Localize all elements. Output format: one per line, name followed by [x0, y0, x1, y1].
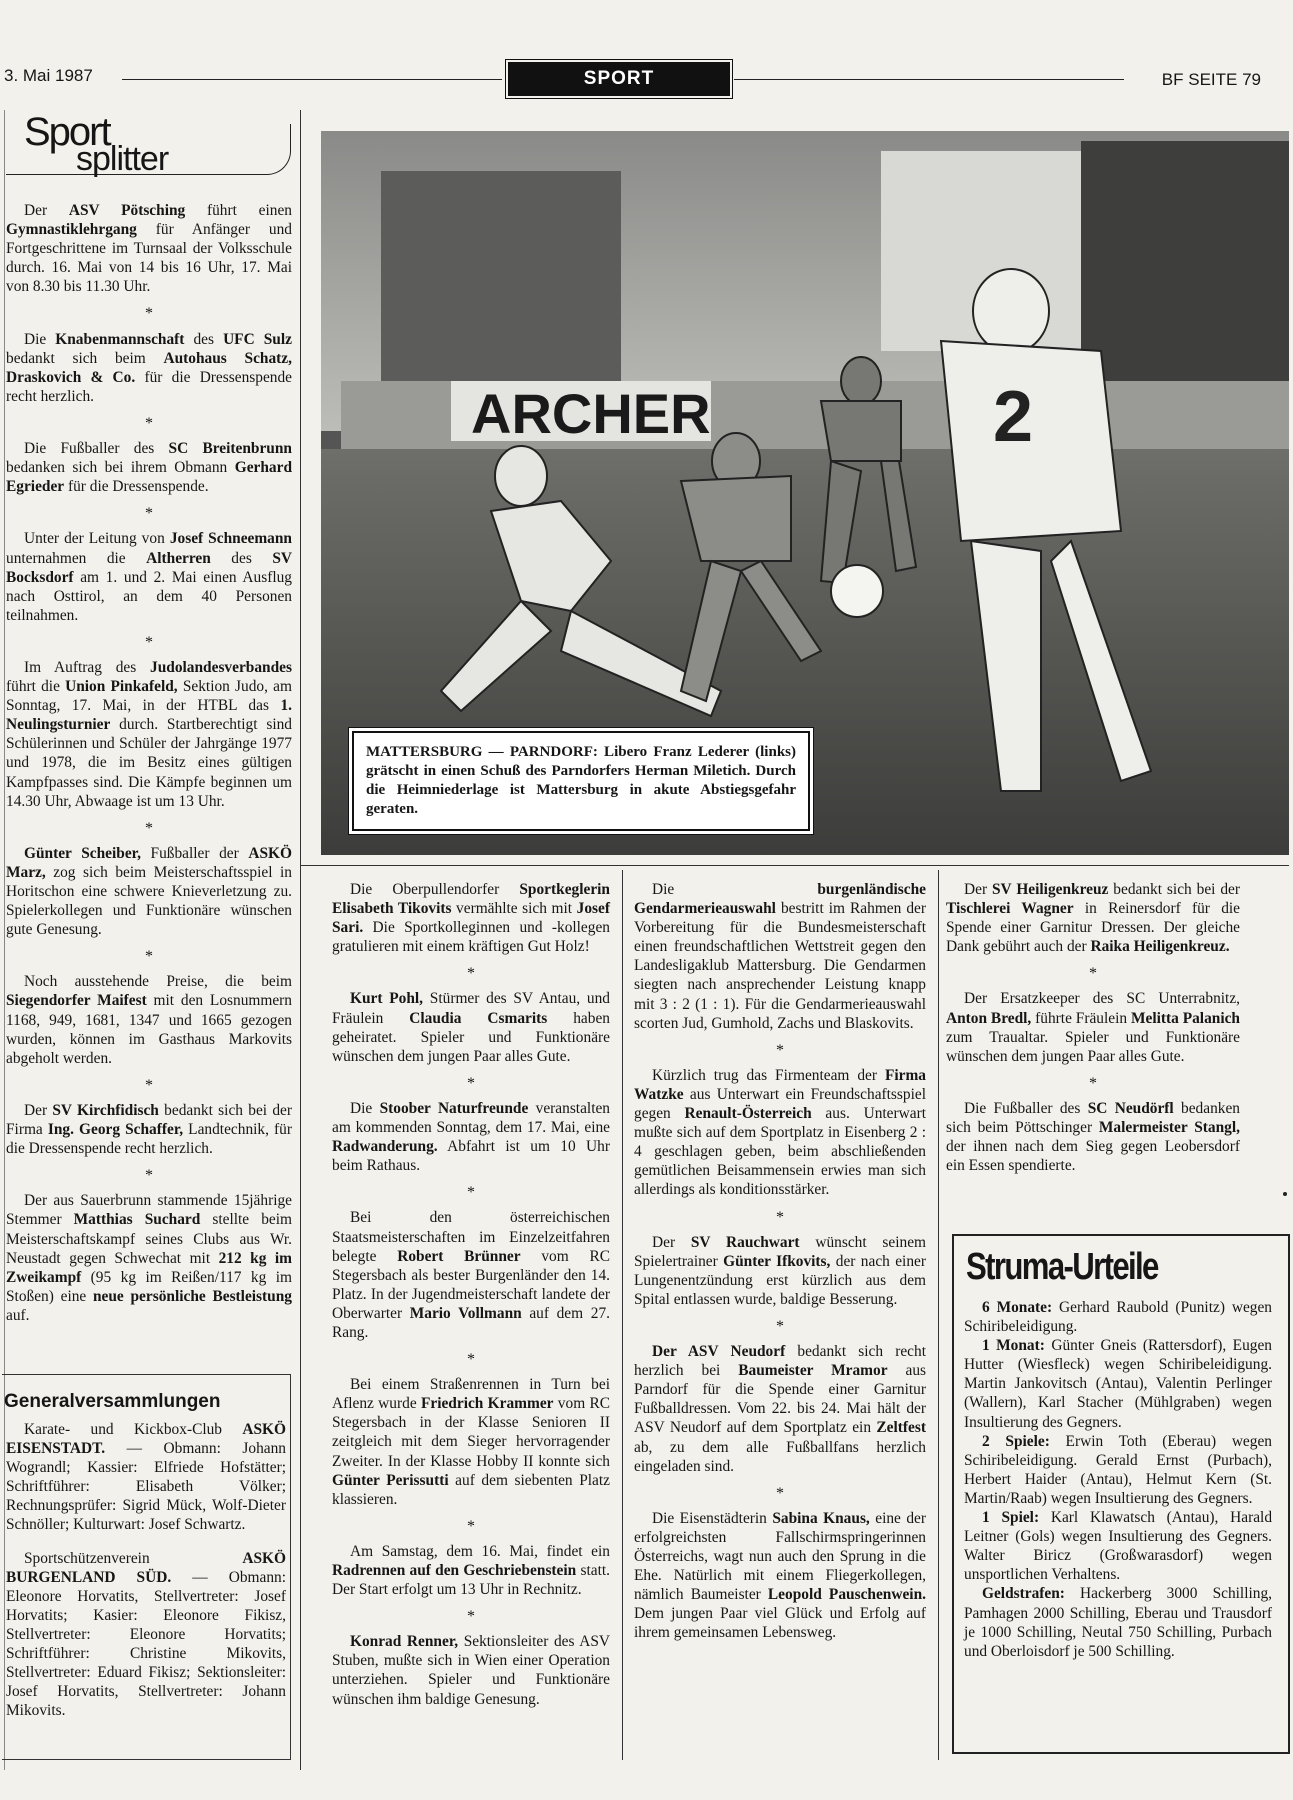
- struma-paragraph: 1 Monat: Günter Gneis (Rattersdorf), Eugen Hutter (Wiesfleck) wegen Schiribeleidigung. Martin Jankovitsch (Antau), Valentin Perlinger (Wallern), Karl Stacher (Mühlgraben) wegen Insultierung des Gegners.: [964, 1337, 1273, 1431]
- photo-bottom-rule: [300, 865, 1289, 866]
- highlighted-name: Stoober Naturfreunde: [379, 1099, 529, 1117]
- highlighted-name: Radrennen auf den Geschriebenstein: [332, 1562, 577, 1579]
- generalversammlung-paragraph: Karate- und Kickbox-Club ASKÖ EISENSTADT. — Obmann: Johann Wograndl; Kassier: Elfriede Hofstätter; Schriftführer: Elisabeth Völker; Rechnungsprüfer: Sigrid Mück, Wolf-Dieter Schnöller; Kulturwart: Josef Schwartz.: [6, 1421, 286, 1534]
- col2-paragraph: Die Stoober Naturfreunde veranstalten am kommenden Sonntag, dem 17. Mai, eine Radwanderung. Abfahrt ist um 10 Uhr beim Rathaus.: [332, 1099, 610, 1175]
- highlighted-name: Firma Watzke: [634, 1066, 926, 1103]
- highlighted-name: Malermeister Stangl,: [1098, 1119, 1240, 1137]
- separator-star: *: [145, 633, 153, 651]
- highlighted-name: ASKÖ EISENSTADT.: [6, 1421, 286, 1458]
- column-rule-2: [622, 870, 623, 1760]
- highlighted-name: Leopold Pauschenwein.: [767, 1586, 926, 1604]
- highlighted-name: 212 kg im Zweikampf: [6, 1249, 292, 1286]
- col2-paragraph: Kurt Pohl, Stürmer des SV Antau, und Fräulein Claudia Csmarits haben geheiratet. Spieler und Funktionäre wünschen dem jungen Paar alles Gute.: [332, 990, 610, 1065]
- highlighted-name: Konrad Renner,: [350, 1633, 459, 1651]
- highlighted-name: Tischlerei Wagner: [946, 900, 1074, 918]
- struma-paragraph: 2 Spiele: Erwin Toth (Eberau) wegen Schiribeleidigung. Gerald Ernst (Purbach), Herbert Haider (Antau), Helmut Kern (St. Martin/Raab) wegen Insultierung des Gegners.: [964, 1432, 1272, 1507]
- highlighted-name: Altherren: [146, 549, 211, 567]
- highlighted-name: Josef Schneemann: [169, 530, 292, 548]
- highlighted-name: Ing. Georg Schaffer,: [47, 1121, 184, 1139]
- margin-mark: [1283, 1192, 1287, 1196]
- generalversammlungen-title: Generalversammlungen: [4, 1391, 221, 1412]
- stadium-ad-text: ARCHER: [471, 382, 711, 445]
- highlighted-name: Günter Perissutti: [332, 1471, 449, 1489]
- highlighted-name: Sportkeglerin Elisabeth Tikovits: [332, 881, 610, 918]
- struma-paragraph: 1 Spiel: Karl Klawatsch (Antau), Harald Leitner (Gols) wegen Insultierung des Gegners. Walter Biricz (Großwarasdorf) wegen unsportlichen Verhaltens.: [964, 1509, 1273, 1584]
- highlighted-name: SV Kirchfidisch: [52, 1101, 159, 1119]
- highlighted-name: Radwanderung.: [332, 1138, 438, 1156]
- highlighted-name: SV Bocksdorf: [6, 549, 292, 586]
- photo-caption: MATTERSBURG — PARNDORF: Libero Franz Lederer (links) grätscht in einen Schuß des Parndorfers Herman Miletich. Durch die Heimniederlage ist Mattersburg in akute Abstiegsgefahr geraten.: [352, 731, 810, 831]
- separator-star: *: [467, 1351, 475, 1369]
- highlighted-name: ASKÖ BURGENLAND SÜD.: [6, 1549, 286, 1586]
- highlighted-name: Günter Ifkovits,: [723, 1252, 831, 1270]
- col3-paragraph: Der SV Rauchwart wünscht seinem Spielertrainer Günter Ifkovits, der nach einer Lungenentzündung erst kürzlich aus dem Spital entlassen wurde, baldige Besserung.: [634, 1233, 927, 1308]
- col1-paragraph: Im Auftrag des Judolandesverbandes führt die Union Pinkafeld, Sektion Judo, am Sonntag, 17. Mai, in der HTBL das 1. Neulingsturnier durch. Startberechtigt sind Schülerinnen und Schüler der Jahrgänge 1977 und 1978, die im Besitz eines gültigen Kampfpasses sind. Die Kämpfe beginnen um 14.30 Uhr, Abwaage ist um 13 Uhr.: [6, 658, 292, 810]
- generalversammlungen-text: [6, 1420, 286, 1734]
- highlighted-name: Baumeister Mramor: [738, 1362, 888, 1380]
- separator-star: *: [145, 414, 153, 432]
- generalversammlung-paragraph: Sportschützenverein ASKÖ BURGENLAND SÜD. — Obmann: Eleonore Horvatits, Stellvertreter: Josef Horvatits; Kasier: Eleonore Fikisz, Stellvertreter: Eleonore Horvatits; Schriftführer: Christine Mikovits, Stellvertreter: Eduard Fikisz; Sektionsleiter: Josef Horvatits, Stellvertreter: Johann Mikovits.: [6, 1549, 286, 1720]
- highlighted-name: Sabina Knaus,: [772, 1509, 870, 1527]
- sportsplitter-column-4: [946, 880, 1240, 1183]
- header-rule-right: [734, 79, 1124, 80]
- col1-paragraph: Der ASV Pötsching führt einen Gymnastiklehrgang für Anfänger und Fortgeschrittene im Turnsaal der Volksschule durch. 16. Mai von 14 bis 16 Uhr, 17. Mai von 8.30 bis 11.30 Uhr.: [6, 202, 292, 296]
- struma-verdicts: [964, 1298, 1272, 1661]
- highlighted-name: Gymnastiklehrgang: [6, 221, 137, 239]
- highlighted-name: SC Neudörfl: [1087, 1099, 1174, 1117]
- col2-paragraph: Bei einem Straßenrennen in Turn bei Aflenz wurde Friedrich Krammer vom RC Stegersbach in der Klasse Senioren II zeitgleich mit dem Sieger hervorragender Zweiter. In der Klasse Hobby II konnte sich Günter Perissutti auf dem siebenten Platz klassieren.: [332, 1376, 611, 1508]
- separator-star: *: [776, 1041, 784, 1059]
- sportsplitter-column-2: [332, 880, 610, 1717]
- col1-paragraph: Unter der Leitung von Josef Schneemann unternahmen die Altherren des SV Bocksdorf am 1. und 2. Mai einen Ausflug nach Osttirol, an dem 40 Personen teilnahmen.: [6, 530, 292, 624]
- highlighted-name: Matthias Suchard: [73, 1211, 201, 1229]
- highlighted-name: Gerhard Egrieder: [6, 459, 292, 496]
- highlighted-name: Kurt Pohl,: [350, 990, 424, 1008]
- highlighted-name: ASV Pötsching: [68, 202, 186, 219]
- highlighted-name: Judolandesverbandes: [150, 658, 292, 676]
- highlighted-name: Knabenmannschaft: [55, 330, 185, 348]
- separator-star: *: [1089, 965, 1097, 983]
- col4-paragraph: Die Fußballer des SC Neudörfl bedanken sich beim Pöttschinger Malermeister Stangl, der ihnen nach dem Sieg gegen Leobersdorf ein Essen spendierte.: [946, 1099, 1240, 1175]
- struma-paragraph: Geldstrafen: Hackerberg 3000 Schilling, Pamhagen 2000 Schilling, Eberau und Trausdorf je 1000 Schilling, Neutal 750 Schilling, Purbach und Oberloisdorf je 500 Schilling.: [964, 1585, 1272, 1660]
- highlighted-name: Claudia Csmarits: [409, 1009, 548, 1027]
- col3-paragraph: Die Eisenstädterin Sabina Knaus, eine der erfolgreichsten Fallschirmspringerinnen Österreichs, wagt nun auch den Sprung in die Ehe. Natürlich mit einem Fliegerkollegen, nämlich Baumeister Leopold Pauschenwein. Dem jungen Paar viel Glück und Erfolg auf ihrem gemeinsamen Lebensweg.: [634, 1509, 926, 1642]
- col3-paragraph: Der ASV Neudorf bedankt sich recht herzlich bei Baumeister Mramor aus Parndorf für die Spende einer Garnitur Fußballdressen. Vom 22. bis 24. Mai hält der ASV Neudorf auf dem Sportplatz ein Zeltfest ab, zu dem alle Fußballfans herzlich eingeladen sind.: [634, 1343, 927, 1475]
- col4-paragraph: Der SV Heiligenkreuz bedankt sich bei der Tischlerei Wagner in Reinersdorf für die Spende einer Garnitur Dressen. Der gleiche Dank gebührt auch der Raika Heiligenkreuz.: [946, 881, 1241, 956]
- highlighted-name: Geldstrafen:: [982, 1585, 1065, 1603]
- page-title-part2: splitter: [76, 140, 169, 178]
- highlighted-name: SV Rauchwart: [690, 1233, 800, 1251]
- separator-star: *: [145, 819, 153, 837]
- highlighted-name: Siegendorfer Maifest: [6, 992, 147, 1010]
- highlighted-name: Raika Heiligenkreuz.: [1090, 938, 1230, 956]
- highlighted-name: 1 Monat:: [982, 1337, 1045, 1355]
- col2-paragraph: Konrad Renner, Sektionsleiter des ASV Stuben, mußte sich in Wien einer Operation unterziehen. Spieler und Funktionäre wünschen ihm baldige Genesung.: [332, 1633, 610, 1708]
- separator-star: *: [145, 1167, 153, 1185]
- highlighted-name: Mario Vollmann: [409, 1304, 522, 1322]
- highlighted-name: Zeltfest: [876, 1419, 926, 1437]
- separator-star: *: [145, 948, 153, 966]
- separator-star: *: [1089, 1074, 1097, 1092]
- column-rule: [300, 110, 301, 1770]
- separator-star: *: [776, 1208, 784, 1226]
- col2-paragraph: Am Samstag, dem 16. Mai, findet ein Radrennen auf den Geschriebenstein statt. Der Start erfolgt um 13 Uhr in Rechnitz.: [332, 1542, 610, 1599]
- separator-star: *: [776, 1317, 784, 1335]
- jersey-number: 2: [993, 377, 1034, 457]
- highlighted-name: 6 Monate:: [982, 1299, 1053, 1316]
- highlighted-name: Autohaus Schatz, Draskovich & Co.: [6, 349, 292, 386]
- col1-paragraph: Günter Scheiber, Fußballer der ASKÖ Marz, zog sich beim Meisterschaftsspiel in Horitschon eine schwere Knieverletzung zu. Spielerkollegen und Funktionäre wünschen gute Genesung.: [6, 844, 292, 939]
- highlighted-name: Günter Scheiber,: [24, 844, 141, 862]
- separator-star: *: [467, 1608, 475, 1626]
- col2-paragraph: Bei den österreichischen Staatsmeisterschaften im Einzelzeitfahren belegte Robert Brünner vom RC Stegersbach als bester Burgenländer den 14. Platz. In der Jugendmeisterschaft landete der Oberwarter Mario Vollmann auf dem 27. Rang.: [332, 1209, 610, 1341]
- issue-date: 3. Mai 1987: [4, 66, 93, 85]
- col3-paragraph: Die burgenländische Gendarmerieauswahl bestritt im Rahmen der Vorbereitung für die Bundesmeisterschaft einen freundschaftlichen Wettstreit gegen den Landesligaklub Mattersburg. Die Gendarmen siegten nach ansprechender Leistung knapp mit 3 : 2 (1 : 1). Für die Gendarmerieauswahl scorten Jud, Gumhold, Zachs und Blaskovits.: [634, 881, 926, 1032]
- highlighted-name: ASKÖ Marz,: [6, 844, 292, 881]
- separator-star: *: [467, 1074, 475, 1092]
- highlighted-name: Union Pinkafeld,: [65, 678, 178, 696]
- highlighted-name: SV Heiligenkreuz: [992, 881, 1109, 898]
- separator-star: *: [467, 965, 475, 983]
- page-number: BF SEITE 79: [1161, 70, 1261, 89]
- highlighted-name: 2 Spiele:: [982, 1432, 1050, 1450]
- col3-paragraph: Kürzlich trug das Firmenteam der Firma Watzke aus Unterwart ein Freundschaftsspiel gegen Renault-Österreich aus. Unterwart mußte sich auf dem Sportplatz in Eisenberg 2 : 4 geschlagen geben, beim abschließenden gemütlichen Beisammensein erwies man sich allerdings als konditionsstärker.: [634, 1066, 926, 1199]
- separator-star: *: [467, 1517, 475, 1535]
- highlighted-name: neue persönliche Bestleistung: [92, 1287, 292, 1305]
- separator-star: *: [776, 1484, 784, 1502]
- separator-star: *: [145, 1076, 153, 1094]
- sportsplitter-column-1: [6, 201, 292, 1333]
- column-rule-3: [938, 870, 939, 1760]
- sportsplitter-column-3: [634, 880, 926, 1650]
- highlighted-name: Renault-Österreich: [684, 1105, 812, 1123]
- highlighted-name: 1. Neulingsturnier: [6, 697, 292, 734]
- separator-star: *: [145, 305, 153, 323]
- col1-paragraph: Noch ausstehende Preise, die beim Siegendorfer Maifest mit den Losnummern 1168, 949, 1681, 1347 und 1665 gezogen wurden, können im Gasthaus Markovits abgeholt werden.: [6, 973, 292, 1067]
- struma-paragraph: 6 Monate: Gerhard Raubold (Punitz) wegen Schiribeleidigung.: [964, 1299, 1272, 1336]
- highlighted-name: Josef Sari.: [332, 900, 610, 937]
- highlighted-name: Anton Bredl,: [946, 1009, 1032, 1027]
- highlighted-name: Der ASV Neudorf: [652, 1343, 786, 1361]
- struma-title: Struma-Urteile: [966, 1246, 1158, 1288]
- highlighted-name: Friedrich Krammer: [420, 1395, 554, 1413]
- header-rule-left: [122, 79, 502, 80]
- highlighted-name: burgenländische Gendarmerieauswahl: [634, 881, 926, 918]
- col1-paragraph: Die Fußballer des SC Breitenbrunn bedanken sich bei ihrem Obmann Gerhard Egrieder für die Dressenspende.: [6, 440, 292, 496]
- highlighted-name: Robert Brünner: [397, 1247, 521, 1265]
- col2-paragraph: Die Oberpullendorfer Sportkeglerin Elisabeth Tikovits vermählte sich mit Josef Sari. Die Sportkolleginnen und -kollegen gratulieren mit einem kräftigen Gut Holz!: [332, 881, 610, 956]
- highlighted-name: 1 Spiel:: [982, 1509, 1040, 1527]
- separator-star: *: [467, 1184, 475, 1202]
- separator-star: *: [145, 505, 153, 523]
- football: [831, 565, 883, 617]
- highlighted-name: SC Breitenbrunn: [168, 440, 292, 458]
- col4-paragraph: Der Ersatzkeeper des SC Unterrabnitz, Anton Bredl, führte Fräulein Melitta Palanich zum Traualtar. Spieler und Funktionäre wünschen dem jungen Paar alles Gute.: [946, 990, 1240, 1065]
- highlighted-name: Melitta Palanich: [1130, 1009, 1240, 1027]
- page-title-part1: Sport: [24, 110, 110, 154]
- col1-paragraph: Der aus Sauerbrunn stammende 15jährige Stemmer Matthias Suchard stellte beim Meisterschaftskampf seines Clubs aus Wr. Neustadt gegen Schwechat mit 212 kg im Zweikampf (95 kg im Reißen/117 kg im Stoßen) eine neue persönliche Bestleistung auf.: [6, 1192, 292, 1324]
- col1-paragraph: Der SV Kirchfidisch bedankt sich bei der Firma Ing. Georg Schaffer, Landtechnik, für die Dressenspende recht herzlich.: [6, 1101, 293, 1158]
- section-label: SPORT: [508, 62, 730, 96]
- highlighted-name: UFC Sulz: [223, 330, 292, 348]
- col1-paragraph: Die Knabenmannschaft des UFC Sulz bedankt sich beim Autohaus Schatz, Draskovich & Co. für die Dressenspende recht herzlich.: [6, 330, 293, 405]
